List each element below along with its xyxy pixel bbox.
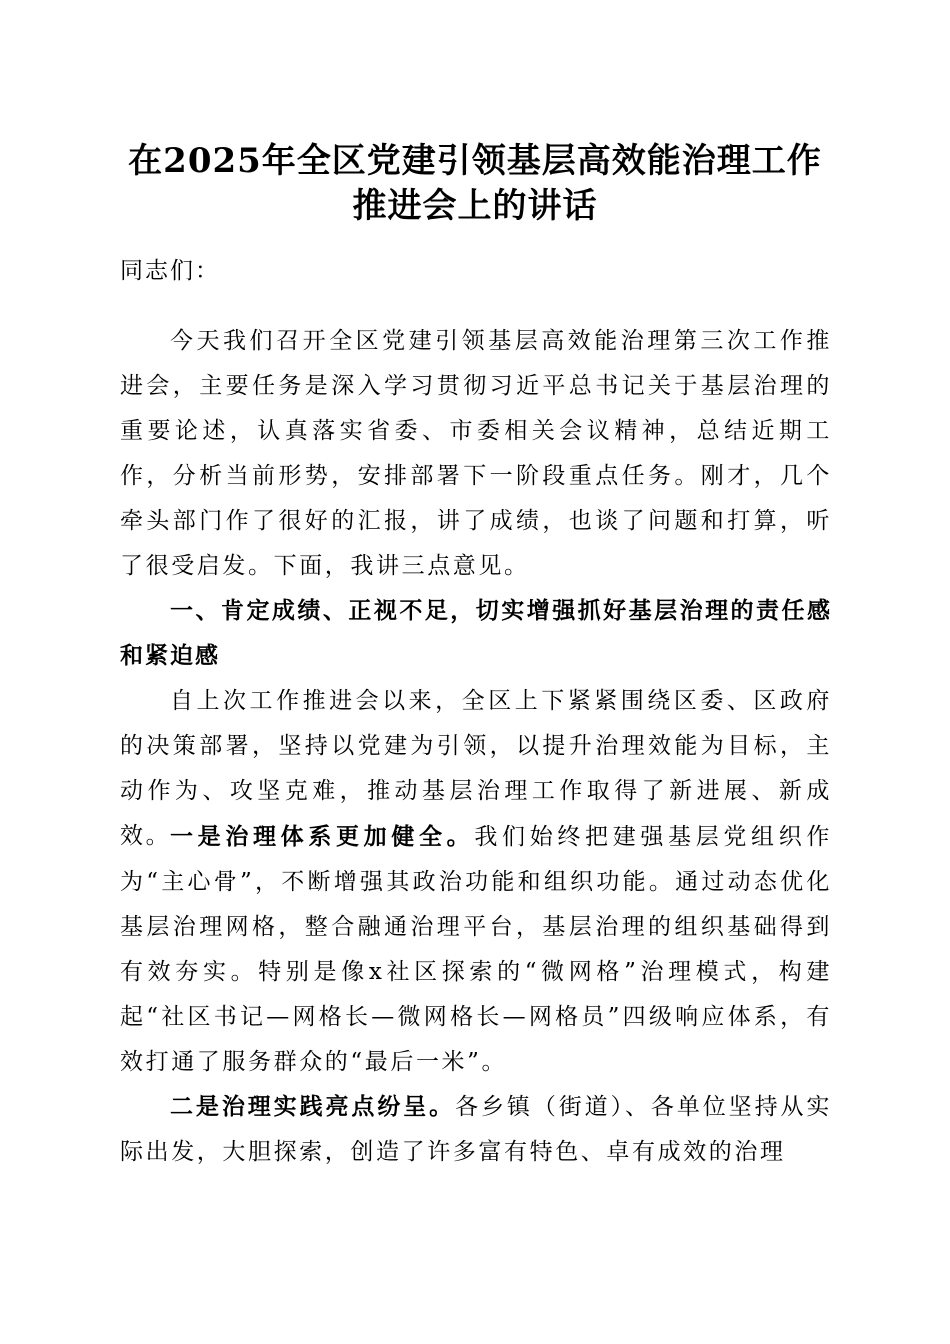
paragraph-section-1: 自上次工作推进会以来，全区上下紧紧围绕区委、区政府的决策部署，坚持以党建为引领，以提升治理效能为目标，主动作为、攻坚克难，推动基层治理工作取得了新进展、新成效。 <box>120 688 832 849</box>
paragraph-point-2 <box>120 1084 832 1175</box>
salutation: 同志们： <box>120 258 220 284</box>
point-2-lead: 二是治理实践亮点纷呈。 <box>170 1093 456 1120</box>
section-heading-1: 一、肯定成绩、正视不足，切实增强抓好基层治理的责任感和紧迫感 <box>120 598 832 669</box>
document-title-line-2: 推进会上的讲话 <box>352 186 598 226</box>
paragraph-intro: 今天我们召开全区党建引领基层高效能治理第三次工作推进会，主要任务是深入学习贯彻习近平总书记关于基层治理的重要论述，认真落实省委、市委相关会议精神，总结近期工作，分析当前形势，安排部署下一阶段重点任务。刚才，几个牵头部门作了很好的汇报，讲了成绩，也谈了问题和打算，听了很受启发。下面，我讲三点意见。 <box>120 328 832 579</box>
point-1-body: 我们始终把建强基层党组织作为“主心骨”，不断增强其政治功能和组织功能。通过动态优化基层治理网格，整合融通治理平台，基层治理的组织基础得到有效夯实。特别是像x社区探索的“微网格”治理模式，构建起“社区书记—网格长—微网格长—网格员”四级响应体系，有效打通了服务群众的“最后一米”。 <box>120 824 832 1075</box>
document-title-line-1: 在2025年全区党建引领基层高效能治理工作 <box>128 141 822 181</box>
point-1-lead: 一是治理体系更加健全。 <box>170 823 475 850</box>
point-2-body: 各乡镇（街道）、各单位坚持从实际出发，大胆探索，创造了许多富有特色、卓有成效的治理 <box>120 1094 832 1165</box>
paragraph-point-1 <box>120 814 832 1085</box>
